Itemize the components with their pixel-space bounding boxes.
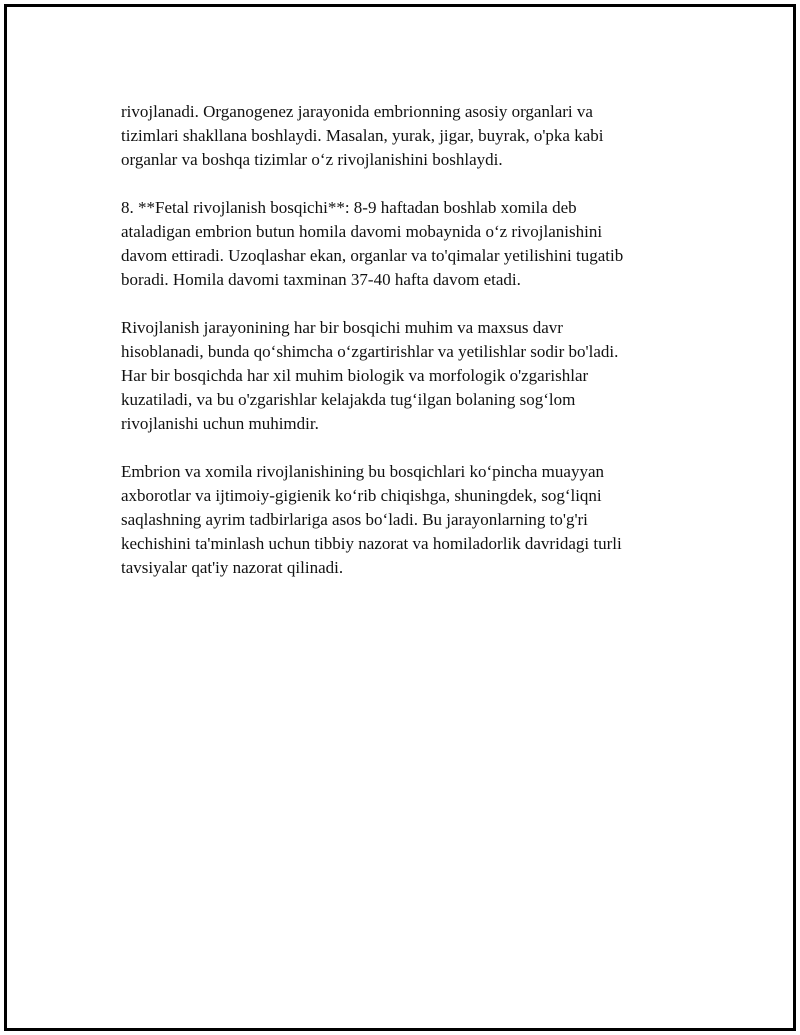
paragraph-medical-supervision: Embrion va xomila rivojlanishining bu bosqichlari ko‘pincha muayyan axborotlar va ijtimoiy-gigienik ko‘rib chiqishga, shuningdek, sog‘liqni saqlashning ayrim tadbirlariga asos bo‘ladi. Bu jarayonlarning to'g'ri kechishini ta'minlash uchun tibbiy nazorat va homiladorlik davridagi turli tavsiyalar qat'iy nazorat qilinadi. xyxy=(121,462,622,577)
paragraph-fetal-stage: 8. **Fetal rivojlanish bosqichi**: 8-9 haftadan boshlab xomila deb ataladigan embrion butun homila davomi mobaynida o‘z rivojlanishini davom ettiradi. Uzoqlashar ekan, organlar va to'qimalar yetilishini tugatib boradi. Homila davomi taxminan 37-40 hafta davom etadi. xyxy=(121,198,624,289)
document-page xyxy=(4,4,796,1031)
document-body xyxy=(121,100,681,604)
paragraph-development-stages: Rivojlanish jarayonining har bir bosqichi muhim va maxsus davr hisoblanadi, bunda qo‘shimcha o‘zgartirishlar va yetilishlar sodir bo'ladi. Har bir bosqichda har xil muhim biologik va morfologik o'zgarishlar kuzatiladi, va bu o'zgarishlar kelajakda tug‘ilgan bolaning sog‘lom rivojlanishi uchun muhimdir. xyxy=(121,318,619,433)
paragraph-organogenesis: rivojlanadi. Organogenez jarayonida embrionning asosiy organlari va tizimlari shakllana boshlaydi. Masalan, yurak, jigar, buyrak, o'pka kabi organlar va boshqa tizimlar o‘z rivojlanishini boshlaydi. xyxy=(121,102,604,169)
